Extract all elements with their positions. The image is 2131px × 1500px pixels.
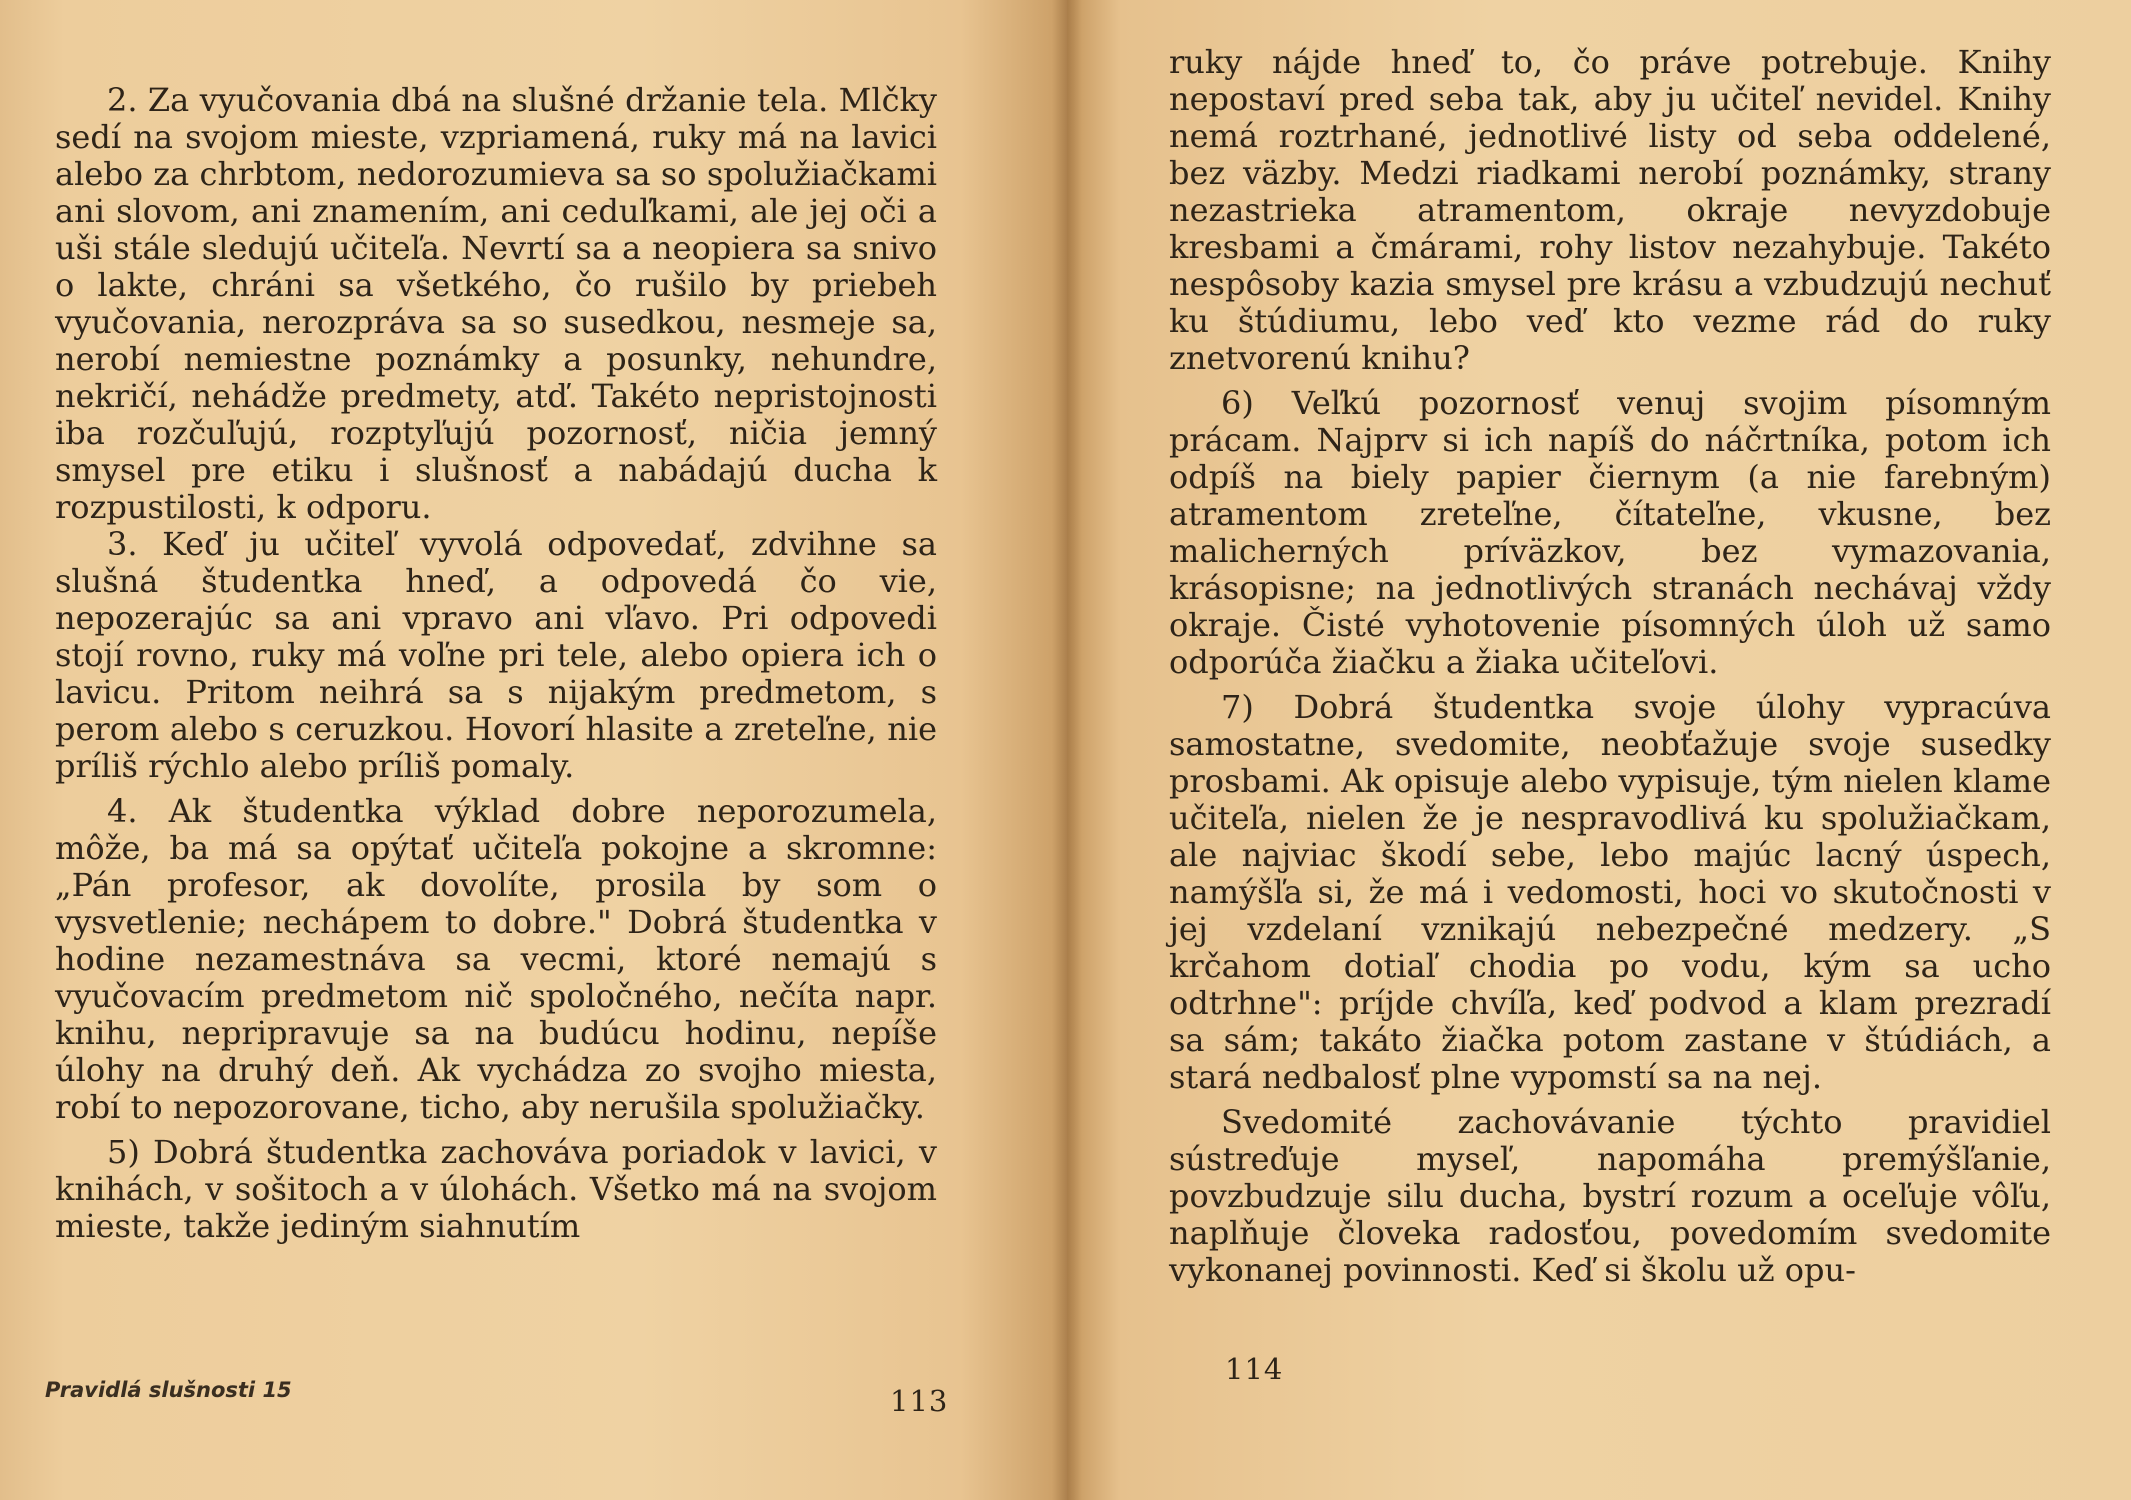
left-page-text bbox=[55, 82, 937, 1245]
paragraph-5: 5) Dobrá študentka zachováva poriadok v lavici, v knihách, v sošitoch a v úlohách. Všetko má na svojom mieste, takže jediným siahnutím bbox=[55, 1133, 937, 1245]
right-page bbox=[1067, 0, 2131, 1500]
paragraph-6: 6) Veľkú pozornosť venuj svojim písomným prácam. Najprv si ich napíš do náčrtníka, potom ich odpíš na biely papier čiernym (a nie farebným) atramentom zreteľne, čítateľne, vkusne, bez malicherných príväzkov, bez vymazovania, krásopisne; na jednotlivých stranách nechávaj vždy okraje. Čisté vyhotovenie písomných úloh už samo odporúča žiačku a žiaka učiteľovi. bbox=[1169, 384, 2051, 681]
footer-signature: Pravidlá slušnosti 15 bbox=[45, 1378, 292, 1402]
paragraph-5-continued: ruky nájde hneď to, čo práve potrebuje. Knihy nepostaví pred seba tak, aby ju učiteľ nevidel. Knihy nemá roztrhané, jednotlivé listy od seba oddelené, bez väzby. Medzi riadkami nerobí poznámky, strany nezastrieka atramentom, okraje nevyzdobuje kresbami a čmárami, rohy listov nezahybuje. Takéto nespôsoby kazia smysel pre krásu a vzbudzujú nechuť ku štúdiumu, lebo veď kto vezme rád do ruky znetvorenú knihu? bbox=[1169, 43, 2051, 377]
book-gutter bbox=[1052, 0, 1082, 1500]
right-page-text bbox=[1169, 44, 2051, 1289]
paragraph-2: 2. Za vyučovania dbá na slušné držanie tela. Mlčky sedí na svojom mieste, vzpriamená, ruky má na lavici alebo za chrbtom, nedorozumieva sa so spolužiačkami ani slovom, ani znamením, ani ceduľkami, ale jej oči a uši stále sledujú učiteľa. Nevrtí sa a neopiera sa snivo o lakte, chráni sa všetkého, čo rušilo by priebeh vyučovania, nerozpráva sa so susedkou, nesmeje sa, nerobí nemiestne poznámky a posunky, nehundre, nekričí, nehádže predmety, atď. Takéto nepristojnosti iba rozčuľujú, rozptyľujú pozornosť, ničia jemný smysel pre etiku i slušnosť a nabádajú ducha k rozpustilosti, k odporu. bbox=[55, 81, 937, 526]
paragraph-7: 7) Dobrá študentka svoje úlohy vypracúva samostatne, svedomite, neobťažuje svoje susedky prosbami. Ak opisuje alebo vypisuje, tým nielen klame učiteľa, nielen že je nespravodlivá ku spolužiačkam, ale najviac škodí sebe, lebo majúc lacný úspech, namýšľa si, že má i vedomosti, hoci vo skutočnosti v jej vzdelaní vznikajú nebezpečné medzery. „S krčahom dotiaľ chodia po vodu, kým sa ucho odtrhne": príjde chvíľa, keď podvod a klam prezradí sa sám; takáto žiačka potom zastane v štúdiách, a stará nedbalosť plne vypomstí sa na nej. bbox=[1169, 688, 2051, 1096]
page-number-right: 114 bbox=[1225, 1352, 1284, 1386]
paragraph-3: 3. Keď ju učiteľ vyvolá odpovedať, zdvihne sa slušná študentka hneď, a odpovedá čo vie, nepozerajúc sa ani vpravo ani vľavo. Pri odpovedi stojí rovno, ruky má voľne pri tele, alebo opiera ich o lavicu. Pritom neihrá sa s nijakým predmetom, s perom alebo s ceruzkou. Hovorí hlasite a zreteľne, nie príliš rýchlo alebo príliš pomaly. bbox=[55, 525, 937, 785]
paragraph-4: 4. Ak študentka výklad dobre neporozumela, môže, ba má sa opýtať učiteľa pokojne a skromne: „Pán profesor, ak dovolíte, prosila by som o vysvetlenie; nechápem to dobre." Dobrá študentka v hodine nezamestnáva sa vecmi, ktoré nemajú s vyučovacím predmetom nič spoločného, nečíta napr. knihu, nepripravuje sa na budúcu hodinu, nepíše úlohy na druhý deň. Ak vychádza zo svojho miesta, robí to nepozorovane, ticho, aby nerušila spolužiačky. bbox=[55, 792, 937, 1126]
page-number-left: 113 bbox=[890, 1384, 949, 1418]
paragraph-closing: Svedomité zachovávanie týchto pravidiel sústreďuje myseľ, napomáha premýšľanie, povzbudzuje silu ducha, bystrí rozum a oceľuje vôľu, naplňuje človeka radosťou, povedomím svedomite vykonanej povinnosti. Keď si školu už opu- bbox=[1169, 1103, 2051, 1289]
